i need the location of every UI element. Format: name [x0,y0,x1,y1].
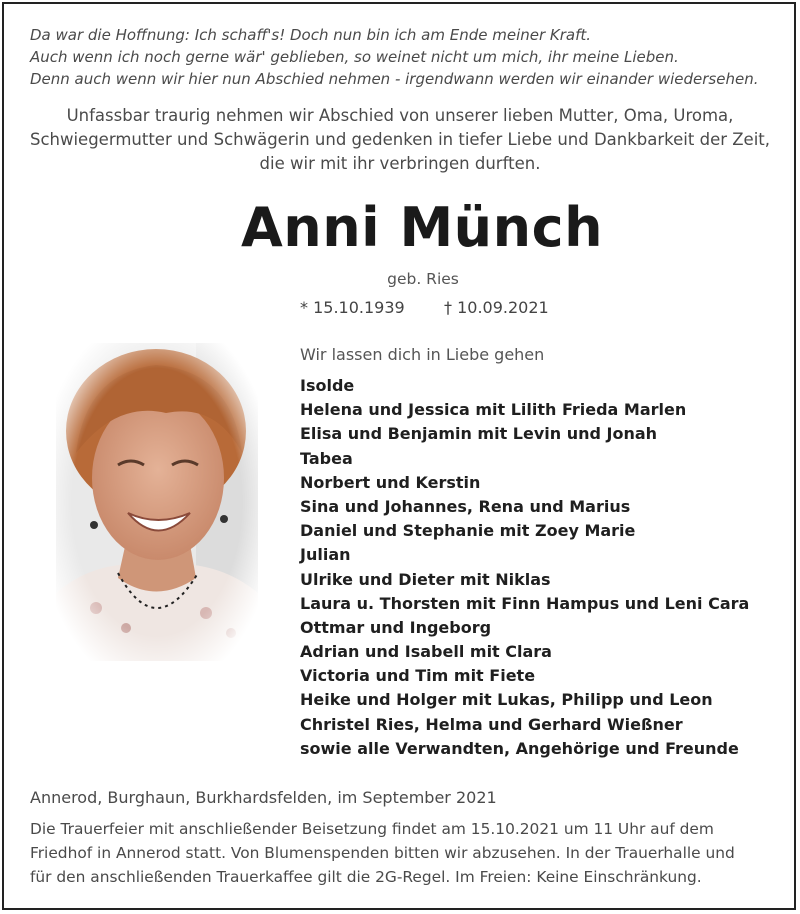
deceased-name: Anni Münch [240,196,604,259]
poem-line: Da war die Hoffnung: Ich schaff's! Doch nun bin ich am Ende meiner Kraft. [30,26,592,44]
mourners-list [300,374,749,761]
list-item: Laura u. Thorsten mit Finn Hampus und Leni Cara [300,593,750,613]
poem-line: Auch wenn ich noch gerne wär' geblieben, so weinet nicht um mich, ihr meine Lieben. [30,48,679,66]
list-item: Ulrike und Dieter mit Niklas [300,569,551,589]
funeral-notice [30,817,780,889]
list-item: Christel Ries, Helma und Gerhard Wießner [300,714,683,734]
list-item: Victoria und Tim mit Fiete [300,666,536,686]
portrait-icon [56,343,258,661]
list-item: Heike und Holger mit Lukas, Philipp und Leon [300,690,713,710]
notice-line: für den anschließenden Trauerkaffee gilt die 2G-Regel. Im Freien: Keine Einschränkung. [30,868,702,886]
list-item: Sina und Johannes, Rena und Marius [300,496,631,516]
intro-text [20,104,780,176]
intro-line: die wir mit ihr verbringen durften. [259,154,541,173]
intro-line: Schwiegermutter und Schwägerin und gedenken in tiefer Liebe und Dankbarkeit der Zeit, [29,130,771,149]
intro-line: Unfassbar traurig nehmen wir Abschied von unserer lieben Mutter, Oma, Uroma, [66,106,734,125]
maiden-name: geb. Ries [387,270,459,288]
place-date: Annerod, Burghaun, Burkhardsfelden, im September 2021 [30,788,497,807]
poem [30,24,758,90]
list-item: Adrian und Isabell mit Clara [300,642,552,662]
list-item: Tabea [300,448,353,468]
notice-line: Friedhof in Annerod statt. Von Blumenspenden bitten wir abzusehen. In der Trauerhalle und [30,844,735,862]
list-item: sowie alle Verwandten, Angehörige und Freunde [300,738,739,758]
list-item: Ottmar und Ingeborg [300,617,492,637]
list-item: Julian [300,545,351,565]
portrait-photo [56,343,258,661]
mourners-intro: Wir lassen dich in Liebe gehen [300,345,545,364]
list-item: Daniel und Stephanie mit Zoey Marie [300,521,636,541]
death-date: † 10.09.2021 [444,298,549,317]
birth-date: * 15.10.1939 [300,298,405,317]
list-item: Elisa und Benjamin mit Levin und Jonah [300,424,658,444]
list-item: Norbert und Kerstin [300,472,481,492]
list-item: Helena und Jessica mit Lilith Frieda Marlen [300,400,687,420]
notice-line: Die Trauerfeier mit anschließender Beisetzung findet am 15.10.2021 um 11 Uhr auf dem [30,820,714,838]
list-item: Isolde [300,376,355,395]
poem-line: Denn auch wenn wir hier nun Abschied nehmen - irgendwann werden wir einander wiedersehen. [30,70,759,88]
